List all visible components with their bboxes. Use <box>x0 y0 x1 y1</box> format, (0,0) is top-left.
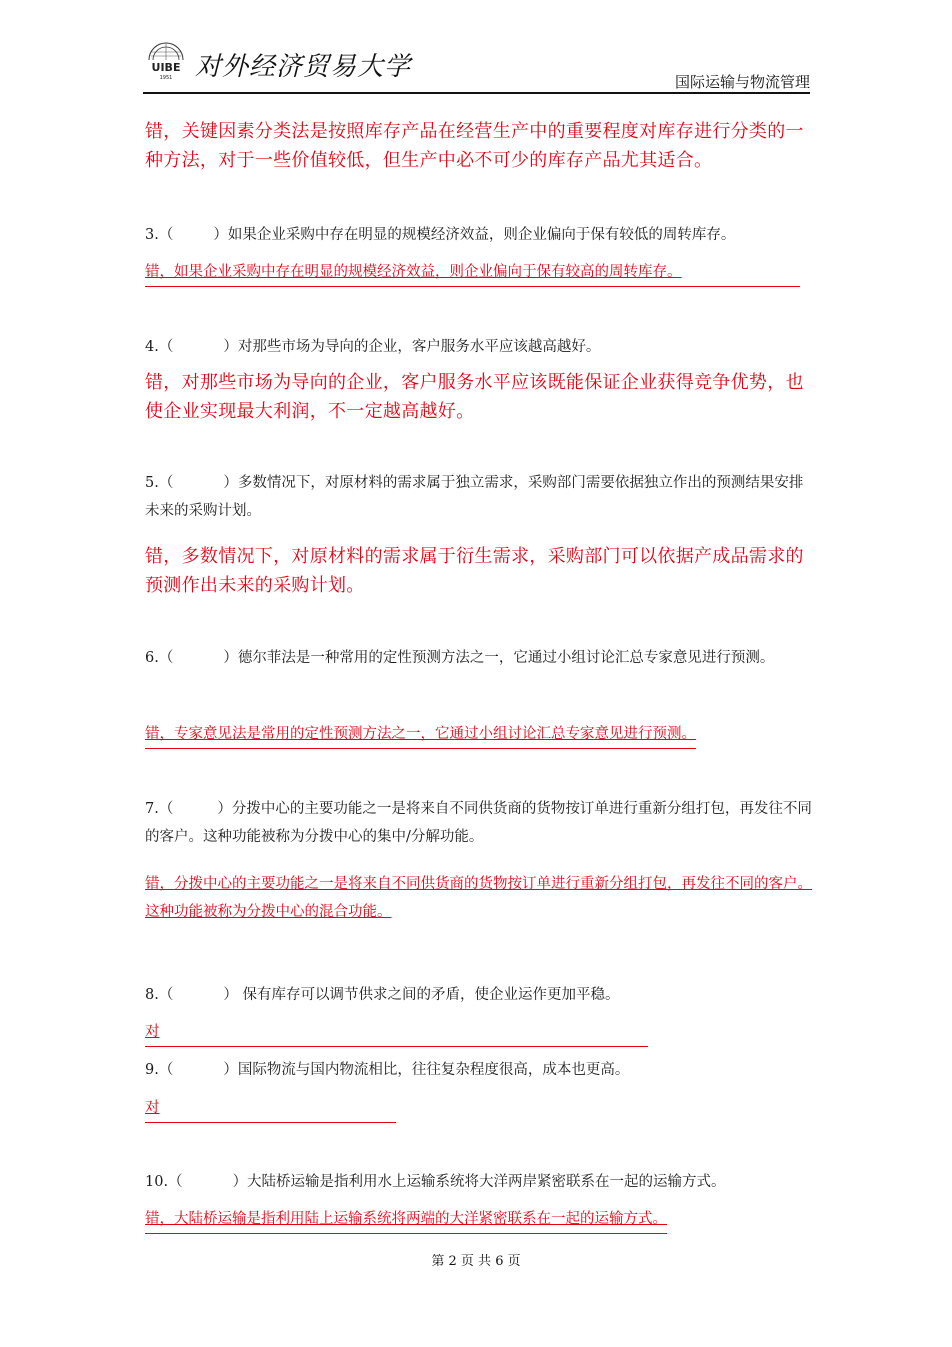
question-text: ）对那些市场为导向的企业，客户服务水平应该越高越好。 <box>223 339 601 355</box>
question-10 <box>145 1168 813 1196</box>
question-text: ） 保有库存可以调节供求之间的矛盾，使企业运作更加平稳。 <box>223 987 620 1003</box>
answer-text: 错，专家意见法是常用的定性预测方法之一，它通过小组讨论汇总专家意见进行预测。 <box>145 720 696 749</box>
question-number: 9.（ <box>145 1062 174 1078</box>
question-number: 3.（ <box>145 227 174 243</box>
answer-4: 错，对那些市场为导向的企业，客户服务水平应该既能保证企业获得竞争优势，也使企业实现最大利润，不一定越高越好。 <box>145 372 804 422</box>
question-5 <box>145 469 813 525</box>
question-text: ）多数情况下，对原材料的需求属于独立需求，采购部门需要依据独立作出的预测结果安排未来的采购计划。 <box>145 475 804 519</box>
answer-text: 对 <box>145 1094 396 1123</box>
question-number: 8.（ <box>145 987 174 1003</box>
answer-5: 错，多数情况下，对原材料的需求属于衍生需求，采购部门可以依据产成品需求的预测作出未来的采购计划。 <box>145 546 804 596</box>
answer-text: 错，分拨中心的主要功能之一是将来自不同供货商的货物按订单进行重新分组打包，再发往不同的客户。这种功能被称为分拨中心的混合功能。 <box>145 876 812 920</box>
answer-8 <box>145 1018 813 1047</box>
question-number: 5.（ <box>145 475 174 491</box>
question-9 <box>145 1056 813 1084</box>
question-text: ）如果企业采购中存在明显的规模经济效益，则企业偏向于保有较低的周转库存。 <box>213 227 736 243</box>
page-number: 第 2 页 共 6 页 <box>431 1254 521 1269</box>
question-number: 7.（ <box>145 801 174 817</box>
answer-9 <box>145 1094 813 1123</box>
answer-text: 对 <box>145 1018 648 1047</box>
question-number: 4.（ <box>145 339 174 355</box>
course-title: 国际运输与物流管理 <box>674 73 810 91</box>
question-3 <box>145 221 813 249</box>
question-6 <box>145 644 813 672</box>
header-divider <box>143 92 810 94</box>
question-text: ）国际物流与国内物流相比，往往复杂程度很高，成本也更高。 <box>223 1062 630 1078</box>
question-number: 10.（ <box>145 1174 183 1190</box>
university-logo-icon <box>143 38 189 80</box>
answer-text: 错，大陆桥运输是指利用陆上运输系统将两端的大洋紧密联系在一起的运输方式。 <box>145 1205 667 1234</box>
university-name: 对外经济贸易大学 <box>195 52 412 82</box>
question-4 <box>145 333 813 361</box>
svg-text:1951: 1951 <box>159 75 173 80</box>
answer-2: 错，关键因素分类法是按照库存产品在经营生产中的重要程度对库存进行分类的一种方法，对于一些价值较低，但生产中必不可少的库存产品尤其适合。 <box>145 121 804 171</box>
answer-text: 错，如果企业采购中存在明显的规模经济效益，则企业偏向于保有较高的周转库存。 <box>145 258 800 287</box>
page-header <box>143 38 810 94</box>
question-text: ）德尔菲法是一种常用的定性预测方法之一，它通过小组讨论汇总专家意见进行预测。 <box>223 650 775 666</box>
question-7 <box>145 795 813 851</box>
question-number: 6.（ <box>145 650 174 666</box>
question-8 <box>145 981 813 1009</box>
answer-10 <box>145 1205 813 1234</box>
answer-6 <box>145 720 813 749</box>
question-text: ）分拨中心的主要功能之一是将来自不同供货商的货物按订单进行重新分组打包，再发往不同的客户。这种功能被称为分拨中心的集中/分解功能。 <box>145 801 812 845</box>
answer-3 <box>145 258 813 287</box>
question-text: ）大陆桥运输是指利用水上运输系统将大洋两岸紧密联系在一起的运输方式。 <box>232 1174 726 1190</box>
svg-text:UIBE: UIBE <box>151 61 181 74</box>
answer-7 <box>145 870 813 926</box>
